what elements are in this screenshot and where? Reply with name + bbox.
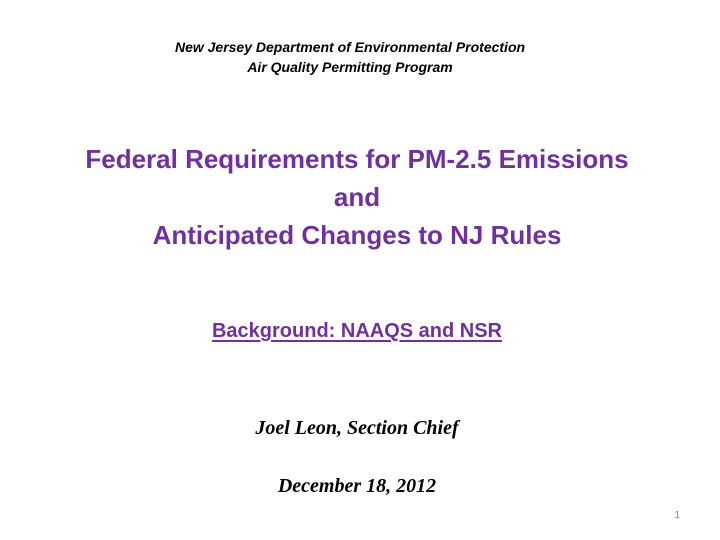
slide-number: 1 <box>674 510 680 521</box>
slide-title-line-2: and <box>333 182 381 212</box>
program-name: Air Quality Permitting Program <box>247 59 453 75</box>
slide-title-line-3: Anticipated Changes to NJ Rules <box>152 220 562 250</box>
agency-header <box>0 37 700 77</box>
slide-title <box>0 140 714 254</box>
slide-title-line-1: Federal Requirements for PM-2.5 Emissions <box>85 144 629 174</box>
agency-name: New Jersey Department of Environmental Protection <box>174 39 526 55</box>
presentation-date: December 18, 2012 <box>277 475 437 497</box>
slide-subtitle: Background: NAAQS and NSR <box>211 320 503 342</box>
presenter-name: Joel Leon, Section Chief <box>255 417 459 439</box>
